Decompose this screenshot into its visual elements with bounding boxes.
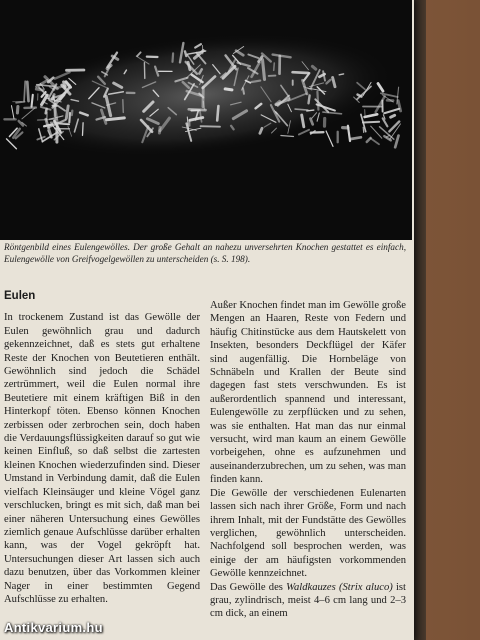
- bone-fragment: [293, 72, 308, 73]
- bone-fragment: [260, 128, 262, 133]
- bone-fragment: [307, 110, 314, 111]
- xray-image: [0, 0, 412, 240]
- bone-fragment: [159, 127, 160, 133]
- bone-fragment: [52, 95, 54, 100]
- bone-fragment: [243, 88, 244, 94]
- bone-fragment: [391, 115, 395, 117]
- bone-fragment: [83, 123, 84, 136]
- bone-fragment: [66, 106, 68, 119]
- watermark: Antikvarium.hu: [4, 620, 103, 635]
- bone-fragment: [263, 60, 265, 80]
- right-paragraph-2: Die Gewölle der verschiedenen Eulenarten lassen sich nach ihrer Größe, Form und nach ihrem Inhalt, mit der Fundstätte des Gewölles verglichen, gewöhnlich unterscheiden. Nachfolgend soll besprochen werden, was einige der am häufigsten vorkommenden Gewölle kennzeichnet.: [210, 487, 406, 580]
- bone-fragment: [252, 81, 261, 82]
- bone-fragment: [201, 126, 221, 127]
- bone-fragment: [189, 109, 206, 110]
- right-paragraph-3-end: ist grau, zylindrisch, meist 4–6 cm lang und 2–3 cm dick, an einem: [210, 581, 406, 620]
- right-paragraph-1: Außer Knochen findet man im Gewölle große Mengen an Haaren, Reste von Federn und häufig Chitinstücke aus dem Hautskelett von Insekten, besonders Deckflügel der Käfer sind augenfällig. Die Hornbeläge von Schnäbeln und Krallen der Beute sind dagegen fast stets verschwunden. Es ist außerordentlich spannend und interessant, Eulengewölle zu zerpflücken und zu sehen, was sie enthalten. Hat man das nur einmal versucht, wird man kaum an einem Gewölle vorbeigehen, ohne es aufzunehmen und auseinanderzubrechen, um zu sehen, was man finden kann.: [210, 300, 406, 486]
- bone-fragment: [351, 137, 361, 139]
- bone-fragment: [173, 53, 174, 61]
- bone-fragment: [107, 118, 125, 120]
- image-caption: Röntgenbild eines Eulengewölles. Der große Gehalt an nahezu unversehrten Knochen gestattet es einfach, Eulengewölle von Greifvogelgewöllen zu unterscheiden (s. S. 198).: [4, 242, 406, 264]
- bone-fragment: [274, 63, 275, 70]
- bone-fragment: [60, 124, 70, 125]
- right-column: [210, 299, 406, 621]
- bone-fragment: [32, 95, 33, 107]
- bone-fragment: [363, 122, 379, 123]
- bone-fragment: [64, 82, 66, 88]
- bone-fragment: [16, 102, 24, 103]
- bone-fragment: [17, 107, 18, 113]
- bone-fragment: [295, 109, 308, 110]
- bone-fragment: [123, 100, 124, 113]
- species-name: Waldkauzes (Strix aluco): [286, 581, 393, 593]
- bone-fragment: [46, 109, 47, 113]
- bone-fragment: [339, 74, 343, 75]
- bone-fragment: [69, 113, 70, 123]
- bone-fragment: [309, 96, 310, 104]
- page-binding-edge: [414, 0, 426, 640]
- owl-pellet-xray-illustration: [0, 0, 412, 240]
- bone-fragment: [24, 81, 25, 101]
- right-paragraph-3: [210, 581, 406, 621]
- bone-fragment: [36, 89, 43, 90]
- bone-fragment: [302, 115, 304, 127]
- left-column: [4, 290, 200, 606]
- bone-fragment: [363, 127, 364, 132]
- bone-fragment: [225, 89, 232, 90]
- bone-fragment: [185, 51, 186, 56]
- section-heading: Eulen: [4, 290, 36, 302]
- bone-fragment: [72, 111, 73, 116]
- bone-fragment: [27, 82, 28, 101]
- bone-fragment: [217, 106, 218, 120]
- left-column-paragraph: In trockenem Zustand ist das Gewölle der Eulen gewöhnlich grau und dadurch gekennzeichnet, daß es stets gut erhaltene Reste der Knochen von Beutetieren enthält. Gewöhnlich sind jedoch die Schädel zertrümmert, weil die Eulen normal ihre Beutetiere mit einem kräftigen Biß in den Hinterkopf töten. Ebenso können Knochen zerbissen oder zerbrochen sein, doch haben die Verdauungsflüssigkeiten darauf so gut wie keinen Einfluß, so daß selbst die zartesten kleinen Knochen wiederzufinden sind. Dieser Umstand in Verbindung damit, daß die Eulen vielfach Kleinsäuger und kleine Vögel ganz verschlucken, bringt es mit sich, daß man bei einer näheren Untersuchung eines Gewölles ziemlich genaue Aufschlüsse darüber erhalten kann, was der Vogel gekröpft hat. Untersuchungen dieser Art lassen sich auch dazu benutzen, über das Vorkommen kleiner Nager in einer bestimmten Gegend Aufschlüsse zu erhalten.: [4, 312, 200, 605]
- right-paragraph-3-start: Das Gewölle des: [210, 581, 287, 593]
- bone-fragment: [317, 92, 318, 110]
- bone-fragment: [188, 62, 190, 69]
